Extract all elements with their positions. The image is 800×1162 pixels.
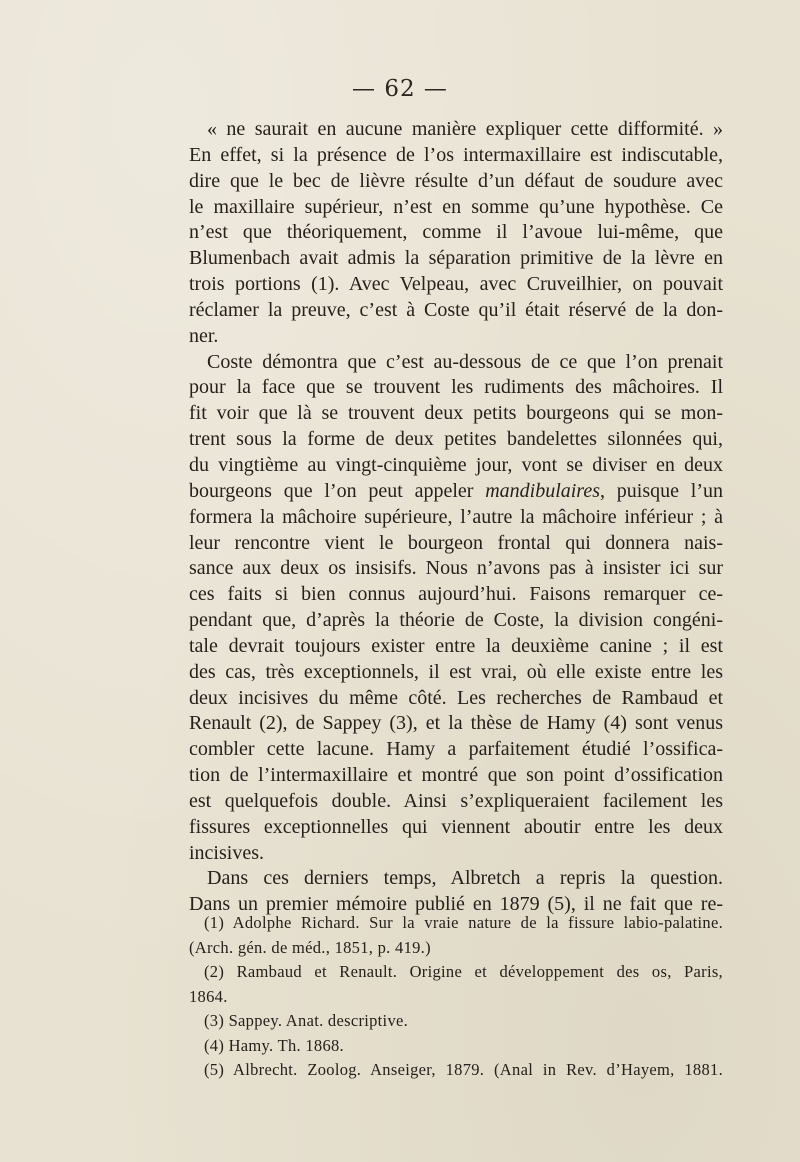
body-text	[189, 117, 723, 918]
body-line: ner.	[189, 324, 219, 347]
body-line: fit voir que là se trouvent deux petits bourgeons qui se mon-	[189, 402, 723, 425]
body-line: trent sous la forme de deux petites bandelettes silonnées qui,	[189, 428, 723, 451]
body-line: formera la mâchoire supérieure, l’autre la mâchoire inférieur ; à	[189, 505, 723, 528]
body-line: combler cette lacune. Hamy a parfaitement étudié l’ossifica-	[189, 738, 723, 761]
body-line: n’est que théoriquement, comme il l’avoue lui-même, que	[189, 221, 723, 244]
body-line: sance aux deux os insisifs. Nous n’avons pas à insister ici sur	[189, 557, 723, 580]
body-line: trois portions (1). Avec Velpeau, avec Cruveilhier, on pouvait	[189, 273, 723, 296]
body-line: deux incisives du même côté. Les recherches de Rambaud et	[189, 686, 723, 709]
body-line: leur rencontre vient le bourgeon frontal qui donnera nais-	[189, 531, 723, 554]
body-line: incisives.	[189, 841, 264, 864]
body-line: pour la face que se trouvent les rudiments des mâchoires. Il	[189, 376, 723, 399]
footnote-line: (5) Albrecht. Zoolog. Anseiger, 1879. (Anal in Rev. d’Hayem, 1881.	[204, 1060, 723, 1079]
body-line: bourgeons que l’on peut appeler mandibulaires, puisque l’un	[189, 479, 723, 502]
footnote-line: (4) Hamy. Th. 1868.	[204, 1035, 344, 1055]
body-line: Dans un premier mémoire publié en 1879 (5), il ne fait que re-	[189, 893, 723, 916]
body-line: Renault (2), de Sappey (3), et la thèse de Hamy (4) sont venus	[189, 712, 723, 735]
body-line: le maxillaire supérieur, n’est en somme qu’une hypothèse. Ce	[189, 195, 723, 218]
body-line: « ne saurait en aucune manière expliquer cette difformité. »	[207, 118, 723, 140]
body-line: du vingtième au vingt-cinquième jour, vont se diviser en deux	[189, 453, 723, 476]
body-line: réclamer la preuve, c’est à Coste qu’il était réservé de la don-	[189, 298, 723, 321]
footnote-line: (1) Adolphe Richard. Sur la vraie nature de la fissure labio-palatine.	[204, 913, 723, 932]
body-line: est quelquefois double. Ainsi s’expliqueraient facilement les	[189, 789, 723, 812]
footnotes	[189, 911, 723, 1083]
footnote-line: (2) Rambaud et Renault. Origine et développement des os, Paris,	[204, 962, 723, 981]
body-line: fissures exceptionnelles qui viennent aboutir entre les deux	[189, 815, 723, 838]
footnote-line: 1864.	[189, 986, 228, 1006]
body-line: ces faits si bien connus aujourd’hui. Faisons remarquer ce-	[189, 583, 723, 606]
body-line: Coste démontra que c’est au-dessous de ce que l’on prenait	[207, 350, 723, 373]
italic-term: mandibulaires	[485, 479, 601, 502]
body-line: tale devrait toujours exister entre la deuxième canine ; il est	[189, 634, 723, 657]
body-line: tion de l’intermaxillaire et montré que son point d’ossification	[189, 764, 723, 787]
page-number: — 62 —	[352, 76, 448, 102]
body-line: Blumenbach avait admis la séparation primitive de la lèvre en	[189, 247, 723, 270]
body-line: dire que le bec de lièvre résulte d’un défaut de soudure avec	[189, 169, 723, 192]
body-line: des cas, très exceptionnels, il est vrai, où elle existe entre les	[189, 660, 723, 683]
body-line: pendant que, d’après la théorie de Coste, la division congéni-	[189, 609, 723, 632]
footnote-line: (3) Sappey. Anat. descriptive.	[204, 1011, 409, 1030]
body-line: En effet, si la présence de l’os intermaxillaire est indiscutable,	[189, 143, 723, 166]
footnote-line: (Arch. gén. de méd., 1851, p. 419.)	[189, 937, 431, 957]
body-line: Dans ces derniers temps, Albretch a repris la question.	[207, 867, 723, 890]
